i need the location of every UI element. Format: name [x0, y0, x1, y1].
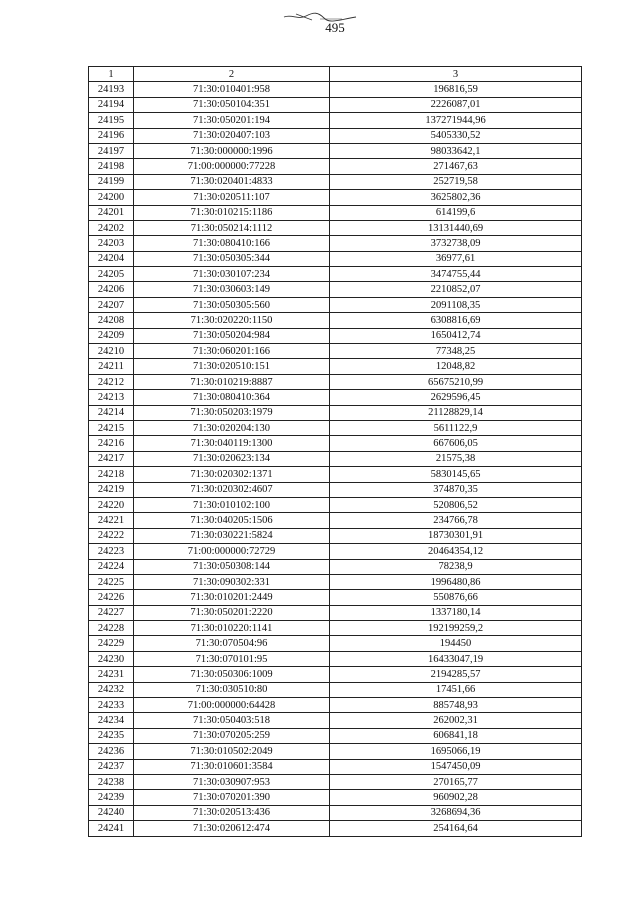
table-row	[89, 759, 582, 774]
cadastral-number-cell: 71:30:050306:1009	[134, 667, 330, 682]
cadastral-number-cell: 71:30:010502:2049	[134, 744, 330, 759]
cadastral-value-cell: 12048,82	[330, 359, 582, 374]
table-row	[89, 190, 582, 205]
cadastral-number-cell: 71:30:020612:474	[134, 821, 330, 836]
table-row	[89, 82, 582, 97]
row-index-cell: 24236	[89, 744, 134, 759]
row-index-cell: 24194	[89, 97, 134, 112]
cadastral-number-cell: 71:30:010220:1141	[134, 621, 330, 636]
row-index-cell: 24198	[89, 159, 134, 174]
cadastral-number-cell: 71:30:000000:1996	[134, 143, 330, 158]
cadastral-value-cell: 16433047,19	[330, 651, 582, 666]
row-index-cell: 24211	[89, 359, 134, 374]
row-index-cell: 24200	[89, 190, 134, 205]
cadastral-value-cell: 550876,66	[330, 590, 582, 605]
row-index-cell: 24203	[89, 236, 134, 251]
cadastral-number-cell: 71:30:050214:1112	[134, 220, 330, 235]
cadastral-value-cell: 5611122,9	[330, 420, 582, 435]
cadastral-value-cell: 252719,58	[330, 174, 582, 189]
cadastral-number-cell: 71:30:020407:103	[134, 128, 330, 143]
table-row	[89, 544, 582, 559]
row-index-cell: 24195	[89, 113, 134, 128]
table-row	[89, 621, 582, 636]
cadastral-number-cell: 71:30:030221:5824	[134, 528, 330, 543]
cadastral-number-cell: 71:30:050104:351	[134, 97, 330, 112]
row-index-cell: 24229	[89, 636, 134, 651]
page-number: 495	[325, 20, 345, 35]
table-row	[89, 805, 582, 820]
row-index-cell: 24219	[89, 482, 134, 497]
cadastral-value-cell: 3732738,09	[330, 236, 582, 251]
cadastral-number-cell: 71:00:000000:64428	[134, 698, 330, 713]
table-row	[89, 713, 582, 728]
cadastral-number-cell: 71:30:030510:80	[134, 682, 330, 697]
cadastral-number-cell: 71:30:050201:194	[134, 113, 330, 128]
cadastral-number-cell: 71:30:050204:984	[134, 328, 330, 343]
cadastral-value-cell: 5405330,52	[330, 128, 582, 143]
cadastral-number-cell: 71:30:020302:4607	[134, 482, 330, 497]
row-index-cell: 24207	[89, 297, 134, 312]
row-index-cell: 24215	[89, 420, 134, 435]
row-index-cell: 24214	[89, 405, 134, 420]
cadastral-value-cell: 77348,25	[330, 344, 582, 359]
table-row	[89, 220, 582, 235]
cadastral-number-cell: 71:30:020220:1150	[134, 313, 330, 328]
row-index-cell: 24212	[89, 374, 134, 389]
row-index-cell: 24209	[89, 328, 134, 343]
cadastral-number-cell: 71:30:050305:344	[134, 251, 330, 266]
cadastral-number-cell: 71:30:060201:166	[134, 344, 330, 359]
cadastral-number-cell: 71:30:050201:2220	[134, 605, 330, 620]
cadastral-value-cell: 18730301,91	[330, 528, 582, 543]
cadastral-value-cell: 137271944,96	[330, 113, 582, 128]
cadastral-value-cell: 234766,78	[330, 513, 582, 528]
table-row	[89, 97, 582, 112]
cadastral-number-cell: 71:30:020401:4833	[134, 174, 330, 189]
row-index-cell: 24205	[89, 267, 134, 282]
table-row	[89, 528, 582, 543]
table-row	[89, 251, 582, 266]
cadastral-number-cell: 71:30:010215:1186	[134, 205, 330, 220]
row-index-cell: 24216	[89, 436, 134, 451]
cadastral-number-cell: 71:30:020510:151	[134, 359, 330, 374]
row-index-cell: 24228	[89, 621, 134, 636]
table-row	[89, 467, 582, 482]
cadastral-value-cell: 6308816,69	[330, 313, 582, 328]
cadastral-number-cell: 71:30:050203:1979	[134, 405, 330, 420]
row-index-cell: 24202	[89, 220, 134, 235]
cadastral-value-cell: 2210852,07	[330, 282, 582, 297]
cadastral-value-cell: 374870,35	[330, 482, 582, 497]
cadastral-value-cell: 520806,52	[330, 497, 582, 512]
row-index-cell: 24218	[89, 467, 134, 482]
cadastral-number-cell: 71:30:040205:1506	[134, 513, 330, 528]
cadastral-number-cell: 71:30:050305:560	[134, 297, 330, 312]
row-index-cell: 24240	[89, 805, 134, 820]
cadastral-value-cell: 960902,28	[330, 790, 582, 805]
row-index-cell: 24222	[89, 528, 134, 543]
cadastral-value-cell: 270165,77	[330, 774, 582, 789]
table-row	[89, 313, 582, 328]
cadastral-number-cell: 71:30:010201:2449	[134, 590, 330, 605]
cadastral-value-cell: 3625802,36	[330, 190, 582, 205]
cadastral-value-cell: 271467,63	[330, 159, 582, 174]
table-row	[89, 667, 582, 682]
cadastral-value-cell: 885748,93	[330, 698, 582, 713]
table-row	[89, 113, 582, 128]
cadastral-number-cell: 71:30:070101:95	[134, 651, 330, 666]
column-header-cadastral-number: 2	[134, 67, 330, 82]
cadastral-number-cell: 71:30:030603:149	[134, 282, 330, 297]
table-row	[89, 744, 582, 759]
cadastral-value-cell: 2091108,35	[330, 297, 582, 312]
cadastral-value-cell: 65675210,99	[330, 374, 582, 389]
row-index-cell: 24199	[89, 174, 134, 189]
cadastral-number-cell: 71:30:040119:1300	[134, 436, 330, 451]
table-row	[89, 143, 582, 158]
column-header-value: 3	[330, 67, 582, 82]
row-index-cell: 24193	[89, 82, 134, 97]
cadastral-value-cell: 2629596,45	[330, 390, 582, 405]
table-row	[89, 374, 582, 389]
column-header-index: 1	[89, 67, 134, 82]
cadastral-value-cell: 5830145,65	[330, 467, 582, 482]
table-body	[89, 82, 582, 836]
cadastral-value-cell: 36977,61	[330, 251, 582, 266]
cadastral-value-cell: 20464354,12	[330, 544, 582, 559]
row-index-cell: 24220	[89, 497, 134, 512]
cadastral-value-cell: 254164,64	[330, 821, 582, 836]
cadastral-number-cell: 71:30:080410:364	[134, 390, 330, 405]
row-index-cell: 24231	[89, 667, 134, 682]
table-row	[89, 344, 582, 359]
table-row	[89, 297, 582, 312]
row-index-cell: 24233	[89, 698, 134, 713]
cadastral-value-cell: 262002,31	[330, 713, 582, 728]
cadastral-number-cell: 71:30:020204:130	[134, 420, 330, 435]
table-row	[89, 267, 582, 282]
cadastral-value-cell: 1337180,14	[330, 605, 582, 620]
row-index-cell: 24234	[89, 713, 134, 728]
table-row	[89, 698, 582, 713]
cadastral-value-cell: 21575,38	[330, 451, 582, 466]
table-row	[89, 236, 582, 251]
table-row	[89, 159, 582, 174]
table-row	[89, 590, 582, 605]
cadastral-value-cell: 78238,9	[330, 559, 582, 574]
table-row	[89, 728, 582, 743]
table-row	[89, 405, 582, 420]
table-row	[89, 451, 582, 466]
row-index-cell: 24223	[89, 544, 134, 559]
cadastral-value-cell: 98033642,1	[330, 143, 582, 158]
cadastral-value-cell: 3474755,44	[330, 267, 582, 282]
cadastral-number-cell: 71:30:030907:953	[134, 774, 330, 789]
row-index-cell: 24241	[89, 821, 134, 836]
table-row	[89, 513, 582, 528]
row-index-cell: 24213	[89, 390, 134, 405]
cadastral-number-cell: 71:30:070205:259	[134, 728, 330, 743]
cadastral-value-table	[88, 66, 582, 837]
row-index-cell: 24232	[89, 682, 134, 697]
table-row	[89, 128, 582, 143]
cadastral-number-cell: 71:00:000000:77228	[134, 159, 330, 174]
table-row	[89, 174, 582, 189]
table-row	[89, 420, 582, 435]
cadastral-value-cell: 1695066,19	[330, 744, 582, 759]
cadastral-number-cell: 71:30:030107:234	[134, 267, 330, 282]
cadastral-number-cell: 71:30:020623:134	[134, 451, 330, 466]
table-row	[89, 574, 582, 589]
cadastral-number-cell: 71:30:010401:958	[134, 82, 330, 97]
row-index-cell: 24225	[89, 574, 134, 589]
table-row	[89, 605, 582, 620]
cadastral-value-cell: 614199,6	[330, 205, 582, 220]
cadastral-value-cell: 1996480,86	[330, 574, 582, 589]
cadastral-number-cell: 71:30:050308:144	[134, 559, 330, 574]
cadastral-number-cell: 71:00:000000:72729	[134, 544, 330, 559]
cadastral-value-cell: 192199259,2	[330, 621, 582, 636]
table-row	[89, 636, 582, 651]
table-row	[89, 482, 582, 497]
table-row	[89, 497, 582, 512]
row-index-cell: 24230	[89, 651, 134, 666]
cadastral-number-cell: 71:30:090302:331	[134, 574, 330, 589]
cadastral-value-cell: 13131440,69	[330, 220, 582, 235]
table-row	[89, 328, 582, 343]
cadastral-value-cell: 194450	[330, 636, 582, 651]
cadastral-value-cell: 21128829,14	[330, 405, 582, 420]
table-row	[89, 790, 582, 805]
cadastral-value-cell: 606841,18	[330, 728, 582, 743]
row-index-cell: 24208	[89, 313, 134, 328]
cadastral-value-cell: 3268694,36	[330, 805, 582, 820]
row-index-cell: 24210	[89, 344, 134, 359]
row-index-cell: 24238	[89, 774, 134, 789]
cadastral-number-cell: 71:30:050403:518	[134, 713, 330, 728]
cadastral-value-cell: 667606,05	[330, 436, 582, 451]
cadastral-value-cell: 2194285,57	[330, 667, 582, 682]
cadastral-number-cell: 71:30:070201:390	[134, 790, 330, 805]
row-index-cell: 24204	[89, 251, 134, 266]
table-row	[89, 651, 582, 666]
table-row	[89, 205, 582, 220]
cadastral-number-cell: 71:30:080410:166	[134, 236, 330, 251]
table-header-row	[89, 67, 582, 82]
row-index-cell: 24235	[89, 728, 134, 743]
row-index-cell: 24239	[89, 790, 134, 805]
table-row	[89, 774, 582, 789]
table-row	[89, 390, 582, 405]
cadastral-number-cell: 71:30:010601:3584	[134, 759, 330, 774]
row-index-cell: 24237	[89, 759, 134, 774]
row-index-cell: 24227	[89, 605, 134, 620]
cadastral-value-cell: 2226087,01	[330, 97, 582, 112]
table-row	[89, 282, 582, 297]
cadastral-value-cell: 17451,66	[330, 682, 582, 697]
cadastral-number-cell: 71:30:020513:436	[134, 805, 330, 820]
table-row	[89, 359, 582, 374]
row-index-cell: 24201	[89, 205, 134, 220]
row-index-cell: 24197	[89, 143, 134, 158]
cadastral-value-cell: 196816,59	[330, 82, 582, 97]
cadastral-number-cell: 71:30:010102:100	[134, 497, 330, 512]
cadastral-value-cell: 1547450,09	[330, 759, 582, 774]
cadastral-number-cell: 71:30:070504:96	[134, 636, 330, 651]
row-index-cell: 24224	[89, 559, 134, 574]
row-index-cell: 24206	[89, 282, 134, 297]
table-row	[89, 436, 582, 451]
row-index-cell: 24217	[89, 451, 134, 466]
table-row	[89, 682, 582, 697]
cadastral-number-cell: 71:30:020511:107	[134, 190, 330, 205]
cadastral-value-cell: 1650412,74	[330, 328, 582, 343]
row-index-cell: 24221	[89, 513, 134, 528]
table-row	[89, 559, 582, 574]
table-row	[89, 821, 582, 836]
row-index-cell: 24196	[89, 128, 134, 143]
row-index-cell: 24226	[89, 590, 134, 605]
cadastral-number-cell: 71:30:010219:8887	[134, 374, 330, 389]
cadastral-number-cell: 71:30:020302:1371	[134, 467, 330, 482]
